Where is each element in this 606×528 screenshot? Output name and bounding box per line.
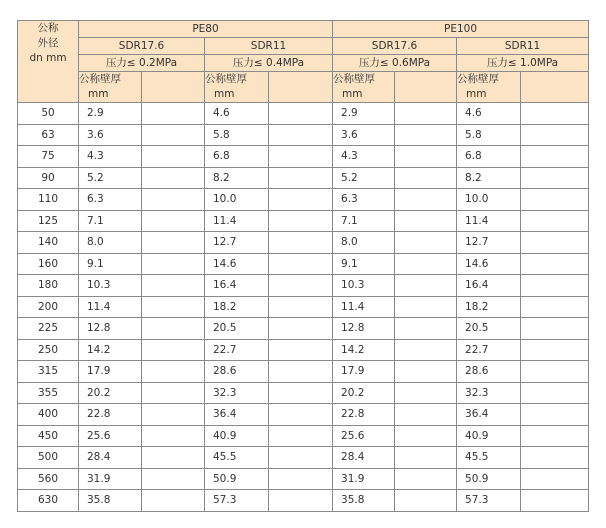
- wall-thickness-cell: 4.6: [457, 103, 521, 125]
- empty-cell: [521, 232, 589, 254]
- wall-thickness-cell: 18.2: [205, 296, 269, 318]
- empty-cell: [269, 210, 333, 232]
- empty-cell: [142, 447, 205, 469]
- wall-thickness-header: [333, 72, 395, 103]
- wall-thickness-cell: 31.9: [333, 468, 395, 490]
- wall-thickness-header: [205, 72, 269, 103]
- blank-header-cell: [142, 72, 205, 103]
- dn-cell: 200: [18, 296, 79, 318]
- sdr-header: SDR17.6: [333, 38, 457, 55]
- wall-thickness-cell: 50.9: [205, 468, 269, 490]
- wall-thickness-cell: 8.0: [79, 232, 142, 254]
- empty-cell: [521, 425, 589, 447]
- empty-cell: [395, 103, 457, 125]
- wall-thickness-cell: 4.3: [333, 146, 395, 168]
- dn-cell: 63: [18, 124, 79, 146]
- empty-cell: [142, 275, 205, 297]
- empty-cell: [269, 146, 333, 168]
- wall-thickness-cell: 4.3: [79, 146, 142, 168]
- empty-cell: [521, 253, 589, 275]
- empty-cell: [269, 382, 333, 404]
- wall-thickness-cell: 6.3: [333, 189, 395, 211]
- empty-cell: [395, 468, 457, 490]
- wall-thickness-cell: 5.8: [205, 124, 269, 146]
- wall-thickness-header: [79, 72, 142, 103]
- empty-cell: [395, 296, 457, 318]
- wall-thickness-cell: 12.7: [457, 232, 521, 254]
- empty-cell: [142, 318, 205, 340]
- empty-cell: [395, 382, 457, 404]
- table-row: [18, 167, 589, 189]
- empty-cell: [521, 167, 589, 189]
- table-body: [18, 103, 589, 512]
- pipe-spec-table: [17, 20, 589, 512]
- empty-cell: [269, 296, 333, 318]
- wall-thickness-cell: 3.6: [333, 124, 395, 146]
- wall-thickness-cell: 8.0: [333, 232, 395, 254]
- dn-cell: 50: [18, 103, 79, 125]
- empty-cell: [521, 189, 589, 211]
- dn-cell: 250: [18, 339, 79, 361]
- wall-thickness-cell: 11.4: [205, 210, 269, 232]
- wall-thickness-cell: 8.2: [205, 167, 269, 189]
- empty-cell: [395, 232, 457, 254]
- table-row: [18, 447, 589, 469]
- wall-thickness-cell: 14.2: [79, 339, 142, 361]
- wall-thickness-cell: 45.5: [457, 447, 521, 469]
- wall-thickness-cell: 11.4: [333, 296, 395, 318]
- wall-thickness-cell: 4.6: [205, 103, 269, 125]
- dn-cell: 630: [18, 490, 79, 512]
- empty-cell: [269, 253, 333, 275]
- empty-cell: [521, 275, 589, 297]
- wall-thickness-cell: 10.3: [79, 275, 142, 297]
- empty-cell: [395, 339, 457, 361]
- wall-thickness-cell: 2.9: [333, 103, 395, 125]
- empty-cell: [521, 318, 589, 340]
- wall-thickness-cell: 20.2: [79, 382, 142, 404]
- empty-cell: [269, 447, 333, 469]
- dn-cell: 75: [18, 146, 79, 168]
- wall-thickness-cell: 22.8: [79, 404, 142, 426]
- wall-thickness-cell: 5.2: [333, 167, 395, 189]
- wall-thickness-cell: 35.8: [79, 490, 142, 512]
- wall-thickness-cell: 3.6: [79, 124, 142, 146]
- dn-cell: 225: [18, 318, 79, 340]
- empty-cell: [142, 103, 205, 125]
- empty-cell: [395, 253, 457, 275]
- dn-header-line-3: dn mm: [29, 52, 67, 64]
- empty-cell: [142, 361, 205, 383]
- wall-thickness-cell: 25.6: [79, 425, 142, 447]
- wall-thickness-cell: 5.8: [457, 124, 521, 146]
- dn-cell: 125: [18, 210, 79, 232]
- empty-cell: [395, 167, 457, 189]
- blank-header-cell: [269, 72, 333, 103]
- wall-thickness-cell: 6.8: [457, 146, 521, 168]
- empty-cell: [521, 210, 589, 232]
- table-row: [18, 275, 589, 297]
- empty-cell: [395, 210, 457, 232]
- wall-thickness-cell: 9.1: [333, 253, 395, 275]
- empty-cell: [142, 468, 205, 490]
- wall-thickness-cell: 32.3: [457, 382, 521, 404]
- wall-thickness-cell: 28.6: [457, 361, 521, 383]
- empty-cell: [269, 189, 333, 211]
- wall-thickness-cell: 22.7: [457, 339, 521, 361]
- empty-cell: [142, 232, 205, 254]
- empty-cell: [269, 339, 333, 361]
- wall-thickness-cell: 31.9: [79, 468, 142, 490]
- empty-cell: [142, 425, 205, 447]
- wall-thickness-cell: 20.5: [457, 318, 521, 340]
- empty-cell: [142, 210, 205, 232]
- empty-cell: [395, 425, 457, 447]
- dn-header-line-2: 外径: [37, 37, 59, 49]
- dn-cell: 180: [18, 275, 79, 297]
- wall-unit: mm: [342, 88, 363, 100]
- empty-cell: [521, 339, 589, 361]
- empty-cell: [269, 275, 333, 297]
- wall-thickness-cell: 11.4: [457, 210, 521, 232]
- empty-cell: [142, 382, 205, 404]
- empty-cell: [142, 339, 205, 361]
- table-row: [18, 361, 589, 383]
- wall-thickness-cell: 50.9: [457, 468, 521, 490]
- table-row: [18, 189, 589, 211]
- empty-cell: [142, 253, 205, 275]
- table-row: [18, 425, 589, 447]
- wall-thickness-cell: 2.9: [79, 103, 142, 125]
- empty-cell: [269, 103, 333, 125]
- wall-thickness-cell: 11.4: [79, 296, 142, 318]
- blank-header-cell: [521, 72, 589, 103]
- wall-thickness-cell: 22.8: [333, 404, 395, 426]
- empty-cell: [521, 447, 589, 469]
- wall-thickness-cell: 14.6: [457, 253, 521, 275]
- empty-cell: [521, 146, 589, 168]
- group-header-pe100: PE100: [333, 21, 589, 38]
- wall-thickness-cell: 36.4: [457, 404, 521, 426]
- empty-cell: [395, 146, 457, 168]
- wall-thickness-cell: 17.9: [333, 361, 395, 383]
- empty-cell: [269, 124, 333, 146]
- empty-cell: [142, 167, 205, 189]
- wall-thickness-cell: 5.2: [79, 167, 142, 189]
- empty-cell: [269, 490, 333, 512]
- wall-thickness-cell: 18.2: [457, 296, 521, 318]
- pressure-header: 压力≤ 0.4MPa: [205, 55, 333, 72]
- sdr-header: SDR17.6: [79, 38, 205, 55]
- wall-thickness-cell: 16.4: [457, 275, 521, 297]
- empty-cell: [521, 490, 589, 512]
- empty-cell: [142, 124, 205, 146]
- sdr-header: SDR11: [205, 38, 333, 55]
- table-row: [18, 296, 589, 318]
- empty-cell: [521, 361, 589, 383]
- dn-cell: 90: [18, 167, 79, 189]
- empty-cell: [395, 275, 457, 297]
- wall-thickness-cell: 45.5: [205, 447, 269, 469]
- wall-thickness-cell: 8.2: [457, 167, 521, 189]
- wall-thickness-cell: 12.8: [79, 318, 142, 340]
- sdr-header: SDR11: [457, 38, 589, 55]
- wall-thickness-cell: 10.3: [333, 275, 395, 297]
- wall-thickness-cell: 20.5: [205, 318, 269, 340]
- wall-thickness-cell: 32.3: [205, 382, 269, 404]
- wall-thickness-cell: 28.4: [79, 447, 142, 469]
- wall-thickness-cell: 28.6: [205, 361, 269, 383]
- table-row: [18, 382, 589, 404]
- pressure-header: 压力≤ 0.2MPa: [79, 55, 205, 72]
- table-row: [18, 253, 589, 275]
- table-row: [18, 339, 589, 361]
- wall-thickness-cell: 35.8: [333, 490, 395, 512]
- blank-header-cell: [395, 72, 457, 103]
- dn-cell: 450: [18, 425, 79, 447]
- empty-cell: [521, 103, 589, 125]
- dn-header-line-1: 公称: [37, 22, 59, 34]
- wall-thickness-cell: 14.2: [333, 339, 395, 361]
- wall-thickness-cell: 57.3: [457, 490, 521, 512]
- empty-cell: [521, 124, 589, 146]
- empty-cell: [142, 296, 205, 318]
- empty-cell: [269, 404, 333, 426]
- dn-cell: 160: [18, 253, 79, 275]
- wall-thickness-cell: 22.7: [205, 339, 269, 361]
- empty-cell: [521, 404, 589, 426]
- wall-thickness-cell: 16.4: [205, 275, 269, 297]
- wall-thickness-cell: 28.4: [333, 447, 395, 469]
- wall-unit: mm: [88, 88, 109, 100]
- wall-thickness-cell: 6.3: [79, 189, 142, 211]
- empty-cell: [395, 318, 457, 340]
- wall-thickness-cell: 10.0: [205, 189, 269, 211]
- empty-cell: [395, 490, 457, 512]
- empty-cell: [395, 404, 457, 426]
- dn-cell: 560: [18, 468, 79, 490]
- wall-thickness-cell: 12.8: [333, 318, 395, 340]
- wall-thickness-cell: 36.4: [205, 404, 269, 426]
- empty-cell: [269, 167, 333, 189]
- pressure-header: 压力≤ 0.6MPa: [333, 55, 457, 72]
- table-row: [18, 318, 589, 340]
- wall-thickness-cell: 12.7: [205, 232, 269, 254]
- empty-cell: [269, 425, 333, 447]
- wall-unit: mm: [214, 88, 235, 100]
- wall-thickness-cell: 6.8: [205, 146, 269, 168]
- wall-thickness-cell: 14.6: [205, 253, 269, 275]
- table-row: [18, 103, 589, 125]
- table-row: [18, 124, 589, 146]
- empty-cell: [142, 490, 205, 512]
- wall-thickness-cell: 7.1: [333, 210, 395, 232]
- empty-cell: [395, 124, 457, 146]
- wall-label: 公称壁厚: [79, 73, 121, 85]
- dn-cell: 500: [18, 447, 79, 469]
- wall-thickness-cell: 17.9: [79, 361, 142, 383]
- empty-cell: [395, 447, 457, 469]
- wall-label: 公称壁厚: [457, 73, 500, 85]
- empty-cell: [521, 382, 589, 404]
- empty-cell: [269, 361, 333, 383]
- dn-cell: 140: [18, 232, 79, 254]
- empty-cell: [395, 189, 457, 211]
- dn-cell: 400: [18, 404, 79, 426]
- empty-cell: [395, 361, 457, 383]
- wall-thickness-header: [457, 72, 521, 103]
- pressure-header: 压力≤ 1.0MPa: [457, 55, 589, 72]
- empty-cell: [521, 468, 589, 490]
- wall-label: 公称壁厚: [205, 73, 247, 85]
- empty-cell: [269, 232, 333, 254]
- dn-cell: 315: [18, 361, 79, 383]
- empty-cell: [269, 468, 333, 490]
- empty-cell: [142, 189, 205, 211]
- table-row: [18, 468, 589, 490]
- wall-thickness-cell: 40.9: [205, 425, 269, 447]
- dn-cell: 355: [18, 382, 79, 404]
- table-row: [18, 210, 589, 232]
- table-row: [18, 490, 589, 512]
- wall-thickness-cell: 9.1: [79, 253, 142, 275]
- wall-thickness-cell: 7.1: [79, 210, 142, 232]
- group-header-pe80: PE80: [79, 21, 333, 38]
- dn-header: [18, 21, 79, 103]
- wall-thickness-cell: 10.0: [457, 189, 521, 211]
- wall-thickness-cell: 40.9: [457, 425, 521, 447]
- wall-thickness-cell: 25.6: [333, 425, 395, 447]
- wall-unit: mm: [466, 88, 487, 100]
- table-row: [18, 146, 589, 168]
- table-row: [18, 232, 589, 254]
- empty-cell: [269, 318, 333, 340]
- wall-label: 公称壁厚: [333, 73, 376, 85]
- wall-thickness-cell: 57.3: [205, 490, 269, 512]
- dn-cell: 110: [18, 189, 79, 211]
- empty-cell: [142, 404, 205, 426]
- empty-cell: [521, 296, 589, 318]
- wall-thickness-cell: 20.2: [333, 382, 395, 404]
- empty-cell: [142, 146, 205, 168]
- table-row: [18, 404, 589, 426]
